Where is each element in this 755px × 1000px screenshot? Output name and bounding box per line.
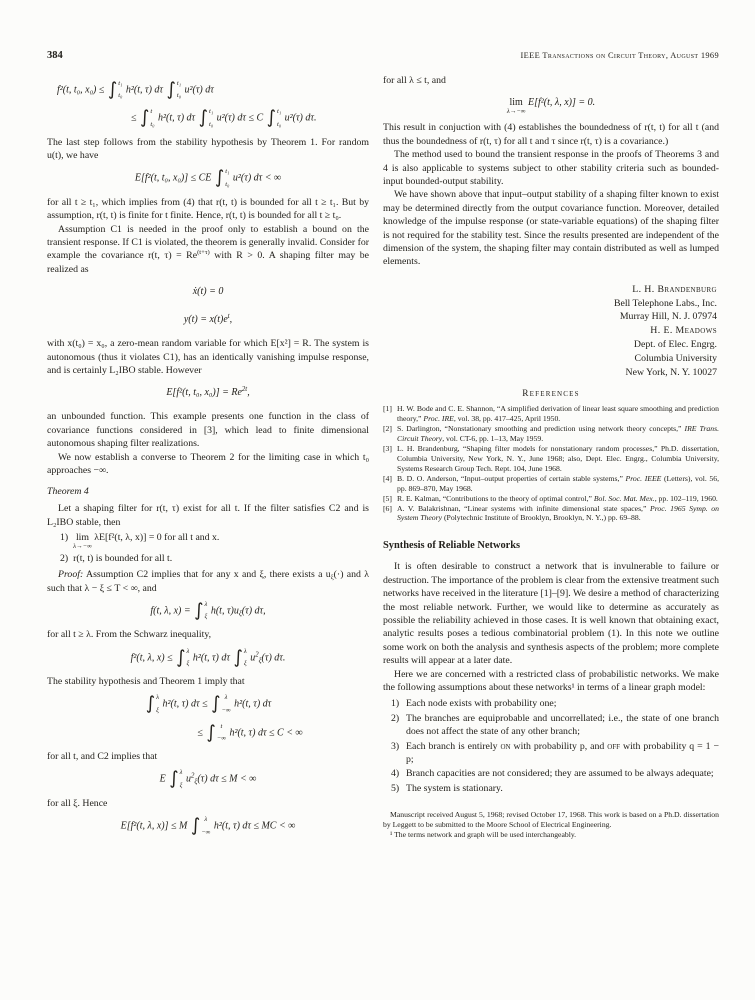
right-column — [383, 74, 719, 843]
theorem-list-item — [47, 551, 369, 567]
reference-label: [2] — [383, 424, 392, 434]
reference-text: S. Darlington, “Nonstationary smoothing and prediction using network theory concepts,” IRE Trans. Circuit Theory, vol. CT-6, pp. 1–13, May 1959. — [397, 424, 719, 444]
author-affiliation: Dept. of Elec. Engrg. — [633, 339, 717, 351]
author-affiliation: New York, N. Y. 10027 — [625, 366, 717, 378]
author-name: H. E. Meadows — [650, 325, 717, 337]
paragraph: for all ξ. Hence — [47, 797, 108, 809]
item-text: r(t, t) is bounded for all t. — [73, 553, 173, 565]
item-number: 2) — [60, 553, 69, 565]
equation: $y(t) = x(t)e^t$, — [183, 313, 233, 326]
reference-item — [383, 404, 719, 424]
paragraph: The stability hypothesis and Theorem 1 imply that — [47, 676, 245, 688]
assumption-item — [383, 782, 719, 795]
paragraph: This result in conjuction with (4) establishes the boundedness of r(t, t) for all t (and thus the boundedness of r(t, τ) for all t and τ since r(t, τ) is a covariance.) — [383, 122, 719, 147]
footnote: ¹ The terms network and graph will be used interchangeably. — [390, 830, 577, 840]
assumption-number: 4) — [391, 768, 400, 780]
paragraph: Assumption C1 is needed in the proof only to establish a bound on the transient response. If C1 is violated, the theorem is generally invalid. Consider for example the covariance r(t, $\tau) = Re^{(t+\tau)}$ with R > 0. A shaping filter may be realized as — [47, 223, 369, 275]
author-signature-block — [383, 283, 717, 380]
page-header — [47, 50, 719, 61]
paragraph: for all t ≥ λ. From the Schwarz inequality, — [47, 629, 212, 641]
equation: E[f²(t, t₀, $x_0)] = Re^{2t}$, — [166, 386, 250, 399]
assumption-number: 1) — [391, 698, 400, 710]
reference-item — [383, 494, 719, 504]
theorem-heading: Theorem 4 — [47, 486, 89, 498]
equation: ≤ ∫ t −∞ h²(t, τ) dτ ≤ C < ∞ — [197, 721, 303, 743]
theorem-condition-list — [47, 530, 369, 567]
section-heading: Synthesis of Reliable Networks — [383, 540, 521, 552]
assumption-item — [383, 767, 719, 780]
equation: E[f²(t, λ, x)] ≤ M ∫ λ −∞ h²(t, τ) dτ ≤ MC < ∞ — [120, 815, 296, 837]
author-affiliation: Columbia University — [634, 352, 717, 364]
paragraph: It is often desirable to construct a network that is invulnerable to failure or destruction. The importance of the problem is clear from the extensive treatment such networks have received in the literature [1]–[9]. We desire a method of characterizing the most reliable network. Further, we would like to determine as accurately as possible the reliability achieved in those cases. It is well known that obtaining exact, analytic results poses a tedious combinatorial problem (1). In this note we outline some work on both the analysis and synthesis aspects of the problem; more complete results will appear at a later date. — [383, 561, 719, 667]
author-affiliation: Bell Telephone Labs., Inc. — [613, 297, 717, 309]
paragraph: The method used to bound the transient response in the proofs of Theorems 3 and 4 is also applicable to systems subject to other stability criteria such as bounded-input bounded-output stability. — [383, 149, 719, 188]
equation: lim λ→−∞ E[f²(t, λ, x)] = 0. — [506, 97, 596, 116]
reference-item — [383, 424, 719, 444]
left-column — [47, 74, 369, 843]
paragraph: for all λ ≤ t, and — [383, 75, 446, 86]
paragraph: We now establish a converse to Theorem 2 for the limiting case in which t₀ approaches −∞. — [47, 451, 369, 476]
author-affiliation: Murray Hill, N. J. 07974 — [619, 311, 717, 323]
paragraph: Let a shaping filter for r(t, τ) exist for all t. If the filter satisfies C2 and is L₂IBO stable, then — [47, 503, 369, 528]
equation: ∫ λ ξ h²(t, τ) dτ ≤ ∫ λ −∞ h²(t, τ) dτ — [145, 693, 272, 715]
assumption-number: 5) — [391, 782, 400, 794]
item-text: lim λ→−∞ λE[f²(t, λ, x)] = 0 for all t and x. — [73, 532, 220, 551]
assumption-item — [383, 740, 719, 767]
references-heading: References — [522, 389, 580, 400]
footnote: Manuscript received August 5, 1968; revised October 17, 1968. This work is based on a Ph.D. dissertation by Leggett to be submitted to the Moore School of Electrical Engineering. — [383, 810, 719, 830]
equation: f²(t, λ, x) ≤ ∫ λ ξ h²(t, τ) dτ ∫ λ ξ $u^2_\xi(\tau)$ dτ. — [130, 646, 286, 668]
reference-text: B. D. O. Anderson, “Input–output properties of certain stable systems,” Proc. IEEE (Letters), vol. 56, pp. 869–870, May 1968. — [397, 473, 719, 493]
paragraph: for all t ≥ t₁, which implies from (4) that r(t, t) is bounded for all t ≥ t₁. But by assumption, r(t, t) is finite for t finite. Hence, r(t, t) is bounded for all t ≥ t₀. — [47, 196, 369, 222]
assumption-text: The branches are equiprobable and uncorrellated; i.e., the state of one branch does not affect the state of any other branch; — [406, 712, 719, 738]
reference-label: [6] — [383, 503, 392, 513]
assumption-text: Each node exists with probability one; — [406, 698, 557, 710]
reference-text: A. V. Balakrishnan, “Linear systems with infinite dimensional state spaces,” Proc. 1965 Symp. on System Theory (Polytechnic Institute of Brooklyn, Brooklyn, N. Y.,) pp. 69–88. — [397, 503, 719, 523]
theorem-list-item — [47, 530, 369, 550]
paragraph: Proof: Assumption C2 implies that for any x and ξ, there exists a $u_\xi(\cdot)$ and λ such that λ − ξ ≤ T < ∞, and — [47, 569, 369, 594]
paragraph: Here we are concerned with a restricted class of probabilistic networks. We make the following assumptions about these networks¹ in terms of a linear graph model: — [383, 668, 719, 693]
journal-header: IEEE Transactions on Circuit Theory, August 1969 — [520, 51, 719, 60]
reference-label: [3] — [383, 444, 392, 454]
reference-text: H. W. Bode and C. E. Shannon, “A simplified derivation of linear least square smoothing and prediction theory,” Proc. IRE, vol. 38, pp. 417–425, April 1950. — [397, 404, 719, 424]
paragraph: We have shown above that input–output stability of a shaping filter known to exist may be determined directly from the output covariance function. Moreover, detailed knowledge of the impulse response (or state-variable equations) of the shaping filter is not required for the stability test. Since the results presented are independent of the dimension of the system, the shaping filter may contain distributed as well as lumped elements. — [383, 189, 719, 268]
assumption-text: Each branch is entirely on with probability p, and off with probability q = 1 − p; — [406, 740, 719, 766]
equation: E ∫ λ ξ $u^2_\xi(\tau) d\tau \le M$ < ∞ — [159, 768, 257, 790]
assumption-list — [383, 697, 719, 795]
equation: E[f²(t, t₀, x₀)] ≤ CE ∫ t₁ t₀ u²(τ) dτ < ∞ — [134, 167, 282, 189]
assumption-number: 3) — [391, 740, 400, 752]
paragraph: The last step follows from the stability hypothesis by Theorem 1. For random u(t), we have — [47, 136, 369, 161]
assumption-number: 2) — [391, 712, 400, 724]
footnote-block — [383, 810, 719, 840]
equation: f²(t, t₀, x₀) ≤ ∫ t₁ t₀ h²(t, τ) dτ ∫ t₁ t₀ u²(τ) dτ — [57, 79, 214, 100]
item-number: 1) — [60, 532, 69, 544]
reference-item — [383, 444, 719, 474]
paragraph: an unbounded function. This example presents one function in the class of covariance functions considered in [3], which lead to finite dimensional autonomous shaping filter realizations. — [47, 411, 369, 450]
assumption-item — [383, 697, 719, 710]
reference-item — [383, 504, 719, 524]
equation: ≤ ∫ t t₀ h²(t, τ) dτ ∫ t₁ t₀ u²(τ) dτ ≤ C ∫ t₁ t₀ u²(τ) dτ. — [131, 107, 317, 129]
paragraph: for all t, and C2 implies that — [47, 751, 158, 763]
paragraph: with x(t₀) = x₀, a zero-mean random variable for which E[x²] = R. The system is autonomous (thus it violates C1), has an identically vanishing impulse response, and is certainly L₂IBO stable. However — [47, 338, 369, 376]
page-number: 384 — [47, 50, 63, 61]
assumption-text: Branch capacities are not considered; they are assumed to be always adequate; — [406, 768, 714, 780]
reference-label: [4] — [383, 473, 392, 483]
reference-label: [1] — [383, 404, 392, 414]
assumption-item — [383, 712, 719, 739]
equation: f(t, λ, x) = ∫ λ ξ h(t, $\tau)u_\xi(\tau)$ dτ, — [150, 600, 266, 622]
equation: ẋ(t) = 0 — [192, 286, 224, 298]
assumption-text: The system is stationary. — [406, 782, 503, 794]
reference-label: [5] — [383, 493, 392, 503]
two-column-layout — [47, 74, 719, 843]
reference-text: R. E. Kalman, “Contributions to the theory of optimal control,” Bol. Soc. Mat. Mex., pp. 102–119, 1960. — [397, 493, 718, 503]
reference-item — [383, 474, 719, 494]
reference-list — [383, 404, 719, 523]
reference-text: L. H. Brandenburg, “Shaping filter models for nonstationary random processes,” Ph.D. dissertation, Columbia University, New York, N. Y., June 1968; also, Dept. Elec. Engrg., Columbia University, Systems Research Group Tech. Rept. 104, June 1968. — [397, 444, 719, 473]
author-name: L. H. Brandenburg — [632, 283, 717, 295]
